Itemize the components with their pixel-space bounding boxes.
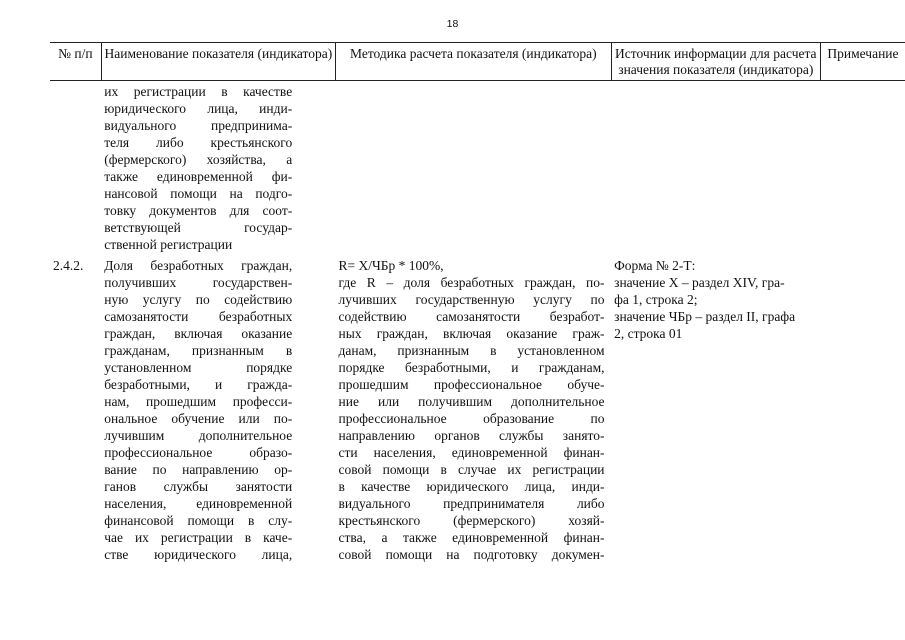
col-header-note: Примечание: [820, 43, 905, 81]
indicator-name-line: товку документов для соот-: [104, 203, 293, 218]
indicator-name-line: профессиональное образо-: [104, 445, 293, 460]
table-row: [50, 81, 905, 254]
indicator-name-line: нам, прошедшим професси-: [104, 394, 293, 409]
indicator-name-line: самозанятости безработных: [104, 309, 293, 324]
method-cell: [336, 81, 612, 254]
indicator-name-line: Доля безработных граждан,: [104, 258, 293, 273]
row-number: 2.4.2.: [53, 258, 84, 273]
method-line: совой помощи на подготовку докумен-: [338, 547, 605, 562]
indicator-name-line: ганов службы занятости: [104, 479, 293, 494]
source-line: 2, строка 01: [614, 326, 683, 341]
table-row: [50, 253, 905, 563]
method-line: R= X/ЧБр * 100%,: [338, 258, 444, 273]
source-line: значение ЧБр – раздел II, графа: [614, 309, 796, 324]
indicator-name-line: установленном порядке: [104, 360, 293, 375]
indicator-name-line: финансовой помощи в слу-: [104, 513, 293, 528]
table-header-row: [50, 43, 905, 81]
indicator-name-line: безработными, и гражда-: [104, 377, 293, 392]
col-header-source: Источник информации для расчета значения показателя (индикатора): [611, 43, 820, 81]
method-line: данам, признанным в установленном: [338, 343, 605, 358]
col-header-method: Методика расчета показателя (индикатора): [336, 43, 612, 81]
source-cell: [611, 81, 820, 254]
method-line: крестьянского (фермерского) хозяй-: [338, 513, 605, 528]
indicator-name-line: теля либо крестьянского: [104, 135, 293, 150]
indicator-name-line: населения, единовременной: [104, 496, 293, 511]
indicator-name-line: юридического лица, инди-: [104, 101, 293, 116]
indicator-name-line: ственной регистрации: [104, 237, 233, 252]
method-line: лучивших государственную услугу по: [338, 292, 605, 307]
method-line: совой помощи в случае их регистрации: [338, 462, 605, 477]
indicator-name-line: ную услугу по содействию: [104, 292, 293, 307]
col-header-name: Наименование показателя (индикатора): [101, 43, 335, 81]
method-line: сти населения, единовременной финан-: [338, 445, 605, 460]
col-header-number: № п/п: [50, 43, 101, 81]
indicator-name-line: видуального предпринима-: [104, 118, 293, 133]
indicator-name-line: нансовой помощи на подго-: [104, 186, 293, 201]
indicator-name-line: граждан, включая оказание: [104, 326, 293, 341]
method-line: порядке безработными, и гражданам,: [338, 360, 605, 375]
method-line: направлению органов службы занято-: [338, 428, 605, 443]
indicator-name-line: (фермерского) хозяйства, а: [104, 152, 293, 167]
indicator-name-line: также единовременной фи-: [104, 169, 293, 184]
method-line: в качестве юридического лица, инди-: [338, 479, 605, 494]
indicator-name-line: гражданам, признанным в: [104, 343, 293, 358]
note-cell: [820, 253, 905, 563]
table-body: [50, 81, 905, 564]
indicator-name-line: лучившим дополнительное: [104, 428, 293, 443]
method-line: ных граждан, включая оказание граж-: [338, 326, 605, 341]
source-cell: [611, 253, 820, 563]
note-cell: [820, 81, 905, 254]
method-line: прошедшим профессиональное обуче-: [338, 377, 605, 392]
method-line: видуального предпринимателя либо: [338, 496, 605, 511]
method-line: профессиональное образование по: [338, 411, 605, 426]
method-line: ства, а также единовременной финан-: [338, 530, 605, 545]
indicator-name-line: вание по направлению ор-: [104, 462, 293, 477]
method-line: содействию самозанятости безработ-: [338, 309, 605, 324]
indicator-name-line: их регистрации в качестве: [104, 84, 293, 99]
source-line: значение X – раздел XIV, гра-: [614, 275, 785, 290]
row-number: [50, 81, 101, 254]
indicator-name-line: получивших государствен-: [104, 275, 293, 290]
indicator-table: [50, 42, 905, 563]
indicator-name-line: ветствующей государ-: [104, 220, 293, 235]
indicator-name-line: чае их регистрации в каче-: [104, 530, 293, 545]
source-line: фа 1, строка 2;: [614, 292, 698, 307]
indicator-name-cell: [101, 81, 335, 254]
indicator-name-line: стве юридического лица,: [104, 547, 293, 562]
indicator-name-line: ональное обучение или по-: [104, 411, 293, 426]
method-cell: [336, 253, 612, 563]
method-line: ние или получившим дополнительное: [338, 394, 605, 409]
method-line: где R – доля безработных граждан, по-: [338, 275, 605, 290]
source-line: Форма № 2-Т:: [614, 258, 696, 273]
indicator-name-cell: [101, 253, 335, 563]
page-number: 18: [446, 18, 459, 30]
